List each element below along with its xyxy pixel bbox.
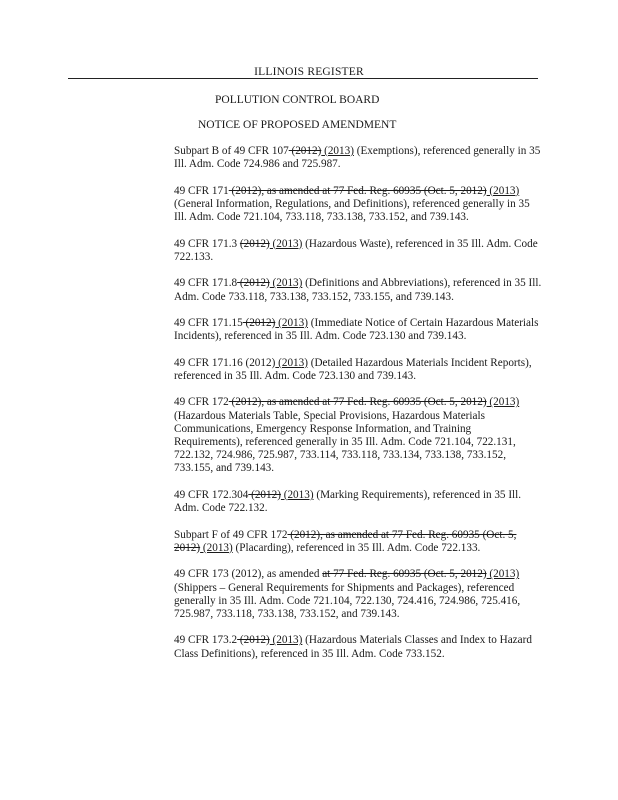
citation-paragraph xyxy=(174,277,542,303)
struck-text: (2012), as amended at 77 Fed. Reg. 60935 (Oct. 5, 2012) xyxy=(228,396,487,409)
citation-text: (Placarding), referenced in 35 Ill. Adm. Code 722.133. xyxy=(232,541,481,554)
citation-text: 49 CFR 171.16 (2012) xyxy=(174,356,276,369)
register-title: ILLINOIS REGISTER xyxy=(254,66,364,78)
citation-text: (Marking Requirements), referenced in 35 Ill. Adm. Code 722.132. xyxy=(174,488,522,515)
citation-paragraph xyxy=(174,145,542,171)
citation-text: (Shippers – General Requirements for Shipments and Packages), referenced generally in 35 Ill. Adm. Code 721.104, 722.130, 724.416, 724.986, 725.416, 725.987, 733.118, 733.138, 733.152, and 739.143. xyxy=(174,581,521,620)
citation-paragraph xyxy=(174,529,542,555)
citation-text: (Hazardous Waste), referenced in 35 Ill. Adm. Code 722.133. xyxy=(174,237,538,263)
citation-text: (Hazardous Materials Classes and Index to Hazard Class Definitions), referenced in 35 Ill. Adm. Code 733.152. xyxy=(174,634,532,660)
inserted-text: (2013) xyxy=(486,396,520,409)
citation-text: (Immediate Notice of Certain Hazardous Materials Incidents), referenced in 35 Ill. Adm. Code 723.130 and 739.143. xyxy=(174,317,539,343)
citation-paragraph xyxy=(174,489,542,515)
citation-text: Subpart B of 49 CFR 107 xyxy=(174,145,289,157)
citation-text: (Exemptions), referenced generally in 35 Ill. Adm. Code 724.986 and 725.987. xyxy=(174,145,541,171)
citation-paragraph xyxy=(174,238,542,264)
citation-text: 49 CFR 172 xyxy=(174,396,229,409)
inserted-text: (2013) xyxy=(269,277,303,290)
board-title: POLLUTION CONTROL BOARD xyxy=(215,94,380,106)
citation-paragraph xyxy=(174,568,542,621)
citation-text: (Definitions and Abbreviations), referenced in 35 Ill. Adm. Code 733.118, 733.138, 733.152, 733.155, and 739.143. xyxy=(174,277,542,303)
citation-text: 49 CFR 173 (2012), as amended xyxy=(174,568,323,581)
inserted-text: (2013) xyxy=(275,317,308,330)
inserted-text: (2013) xyxy=(280,488,314,501)
citation-paragraph xyxy=(174,396,542,475)
citation-text: 49 CFR 172.304 xyxy=(174,488,249,501)
document-body xyxy=(174,145,542,674)
struck-text: at 77 Fed. Reg. 60935 (Oct. 5, 2012) xyxy=(322,568,487,581)
citation-text: 49 CFR 171 xyxy=(174,184,229,197)
notice-title: NOTICE OF PROPOSED AMENDMENT xyxy=(198,119,397,131)
citation-paragraph xyxy=(174,317,542,343)
inserted-text: (2013) xyxy=(200,541,233,554)
struck-text: (2012) xyxy=(239,237,270,250)
citation-text: (General Information, Regulations, and Definitions), referenced generally in 35 Ill. Adm. Code 721.104, 733.118, 733.138, 733.152, and 739.143. xyxy=(174,197,530,224)
citation-paragraph xyxy=(174,357,542,383)
citation-text: Subpart F of 49 CFR 172 xyxy=(174,528,288,541)
struck-text: (2012), as amended at 77 Fed. Reg. 60935 (Oct. 5, 2012) xyxy=(174,528,517,554)
struck-text: (2012), as amended at 77 Fed. Reg. 60935 (Oct. 5, 2012) xyxy=(228,184,487,197)
inserted-text: (2013) xyxy=(269,237,303,250)
struck-text: (2012) xyxy=(248,488,281,501)
citation-text: 49 CFR 171.15 xyxy=(174,317,243,330)
struck-text: (2012) xyxy=(237,634,270,647)
inserted-text: (2013) xyxy=(486,568,520,581)
citation-text: (Hazardous Materials Table, Special Provisions, Hazardous Materials Communications, Emergency Response Information, and Training Requirements), referenced generally in 35 Ill. Adm. Code 721.104, 722.131, 722.132, 724.986, 725.987, 733.114, 733.118, 733.134, 733.138, 733.152, 733.155, and 739.143. xyxy=(174,409,516,475)
struck-text: (2012) xyxy=(242,317,276,330)
citation-paragraph xyxy=(174,185,542,225)
inserted-text: (2013) xyxy=(275,356,308,369)
citation-text: 49 CFR 171.8 xyxy=(174,277,238,290)
citation-text: 49 CFR 171.3 xyxy=(174,237,240,250)
citation-text: (Detailed Hazardous Materials Incident Reports), referenced in 35 Ill. Adm. Code 723.130 and 739.143. xyxy=(174,356,532,382)
inserted-text: (2013) xyxy=(321,145,354,157)
citation-paragraph xyxy=(174,634,542,660)
inserted-text: (2013) xyxy=(269,634,303,647)
citation-text: 49 CFR 173.2 xyxy=(174,634,238,647)
struck-text: (2012) xyxy=(288,145,322,157)
inserted-text: (2013) xyxy=(486,184,520,197)
struck-text: (2012) xyxy=(237,277,270,290)
header-rule xyxy=(68,78,538,79)
